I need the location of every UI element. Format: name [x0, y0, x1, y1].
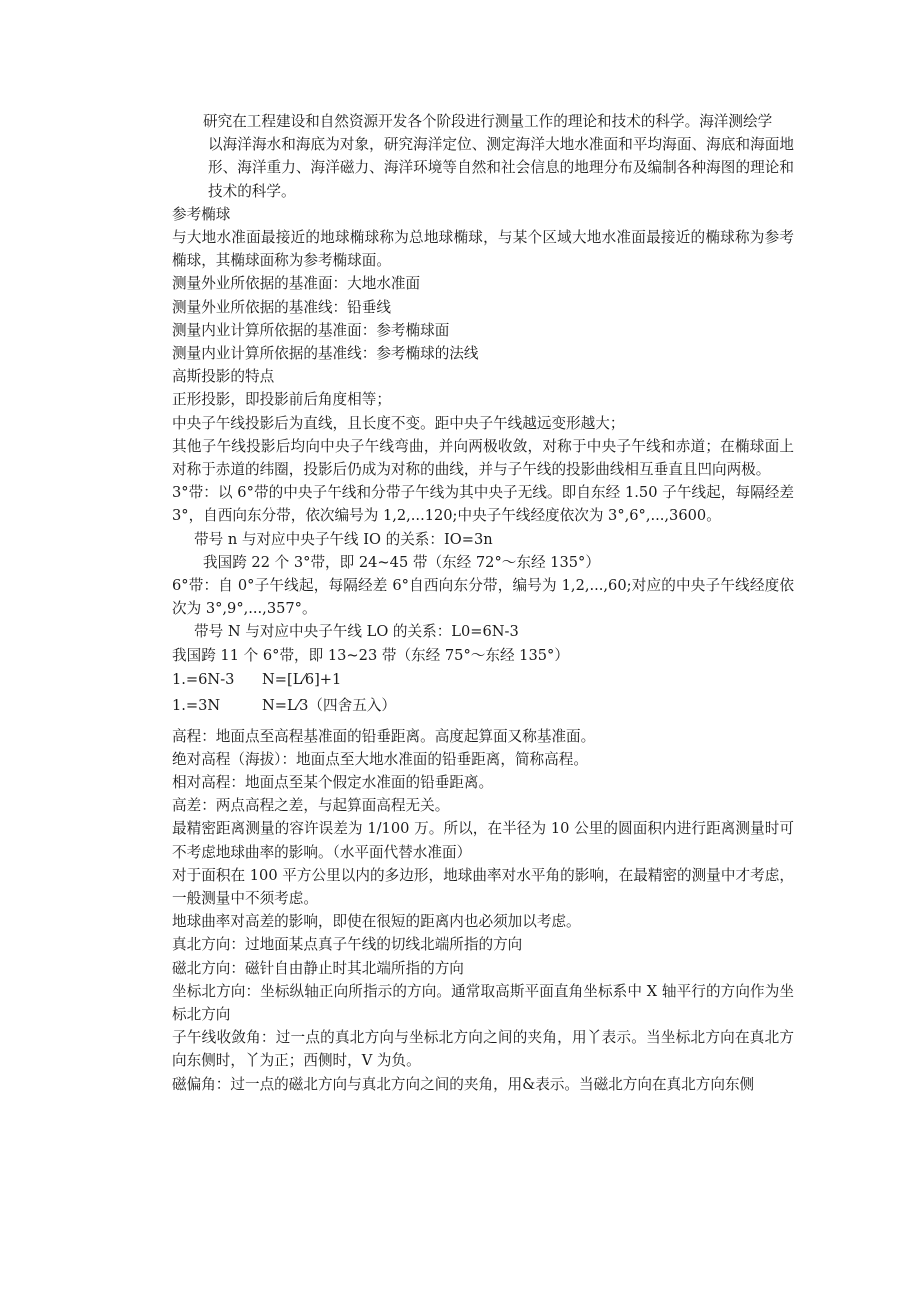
- convergence-paragraph: 子午线收敛角：过一点的真北方向与坐标北方向之间的夹角，用丫表示。当坐标北方向在真北方向东侧时，丫为正；西侧时，V 为负。: [172, 1029, 794, 1070]
- height-line-2: 绝对高程（海拔）：地面点至大地水准面的铅垂距离，简称高程。: [172, 750, 588, 768]
- paragraph-reference-ellipsoid: 与大地水准面最接近的地球椭球称为总地球椭球，与某个区域大地水准面最接近的椭球称为参考椭球，其椭球面称为参考椭球面。: [172, 229, 794, 270]
- curvature-paragraph-2: 对于面积在 100 平方公里以内的多边形，地球曲率对水平角的影响，在最精密的测量中才考虑，一般测量中不须考虑。: [172, 866, 794, 908]
- grid-north-paragraph: 坐标北方向：坐标纵轴正向所指示的方向。通常取高斯平面直角坐标系中 X 轴平行的方向作为坐标北方向: [172, 982, 794, 1024]
- curvature-paragraph-1: 最精密距离测量的容许误差为 1/100 万。所以，在半径为 10 公里的圆面积内进行距离测量时可不考虑地球曲率的影响。（水平面代替水准面）: [172, 820, 794, 861]
- formula-1-left: 1.=6N-3: [172, 670, 235, 688]
- formula-1-right: N=[L⁄6]+1: [262, 670, 342, 688]
- declination-line: 磁偏角：过一点的磁北方向与真北方向之间的夹角，用&表示。当磁北方向在真北方向东侧: [172, 1075, 755, 1093]
- curvature-line-3: 地球曲率对高差的影响，即使在很短的距离内也必须加以考虑。: [172, 913, 581, 931]
- zone-6-definition: 6°带：自 0°子午线起，每隔经差 6°自西向东分带，编号为 1,2,...,60;对应的中央子午线经度依次为 3°,9°,...,357°。: [172, 576, 794, 618]
- gauss-feature-1: 正形投影，即投影前后角度相等；: [172, 391, 391, 409]
- zone-3-relation: 带号 n 与对应中央子午线 IO 的关系：IO=3n: [194, 530, 493, 548]
- zone-3-definition: 3°带：以 6°带的中央子午线和分带子午线为其中央子无线。即自东经 1.50 子午线起，每隔经差 3°，自西向东分带，依次编号为 1,2,...120;中央子午线经度依次为 3°,6°,...,3600。: [172, 484, 794, 525]
- heading-reference-ellipsoid: 参考椭球: [172, 205, 231, 223]
- gauss-feature-2: 中央子午线投影后为直线，且长度不变。距中央子午线越远变形越大；: [172, 414, 625, 432]
- zone-6-relation: 带号 N 与对应中央子午线 LO 的关系：L0=6N-3: [194, 623, 519, 641]
- zone-3-china: 我国跨 22 个 3°带，即 24~45 带（东经 72°～东经 135°）: [203, 553, 600, 571]
- datum-line-1: 测量外业所依据的基准面：大地水准面: [172, 275, 421, 293]
- true-north-line: 真北方向：过地面某点真子午线的切线北端所指的方向: [172, 936, 523, 954]
- formula-2-right: N=L⁄3（四舍五入）: [262, 696, 396, 714]
- datum-line-4: 测量内业计算所依据的基准线：参考椭球的法线: [172, 344, 479, 362]
- height-line-4: 高差：两点高程之差，与起算面高程无关。: [172, 797, 450, 815]
- gauss-feature-3: 其他子午线投影后均向中央子午线弯曲，并向两极收敛，对称于中央子午线和赤道；在椭球面上对称于赤道的纬圈，投影后仍成为对称的曲线，并与子午线的投影曲线相互垂直且凹向两极。: [172, 437, 794, 478]
- formula-2-left: 1.=3N: [172, 696, 221, 714]
- height-line-3: 相对高程：地面点至某个假定水准面的铅垂距离。: [172, 774, 494, 792]
- magnetic-north-line: 磁北方向：磁针自由静止时其北端所指的方向: [172, 959, 464, 977]
- height-line-1: 高程：地面点至高程基准面的铅垂距离。高度起算面又称基准面。: [172, 727, 596, 745]
- datum-line-3: 测量内业计算所依据的基准面：参考椭球面: [172, 321, 450, 339]
- datum-line-2: 测量外业所依据的基准线：铅垂线: [172, 298, 391, 316]
- paragraph-intro-2: 以海洋海水和海底为对象，研究海洋定位、测定海洋大地水准面和平均海面、海底和海面地形、海洋重力、海洋磁力、海洋环境等自然和社会信息的地理分布及编制各种海图的理论和技术的科学。: [208, 136, 794, 200]
- paragraph-intro-1: 研究在工程建设和自然资源开发各个阶段进行测量工作的理论和技术的科学。海洋测绘学: [203, 113, 773, 130]
- document-body: [172, 110, 794, 1096]
- heading-gauss-projection: 高斯投影的特点: [172, 368, 275, 386]
- formula-row-1: [172, 667, 794, 693]
- formula-row-2: [172, 693, 794, 719]
- zone-6-china: 我国跨 11 个 6°带，即 13~23 带（东经 75°～东经 135°）: [172, 646, 569, 664]
